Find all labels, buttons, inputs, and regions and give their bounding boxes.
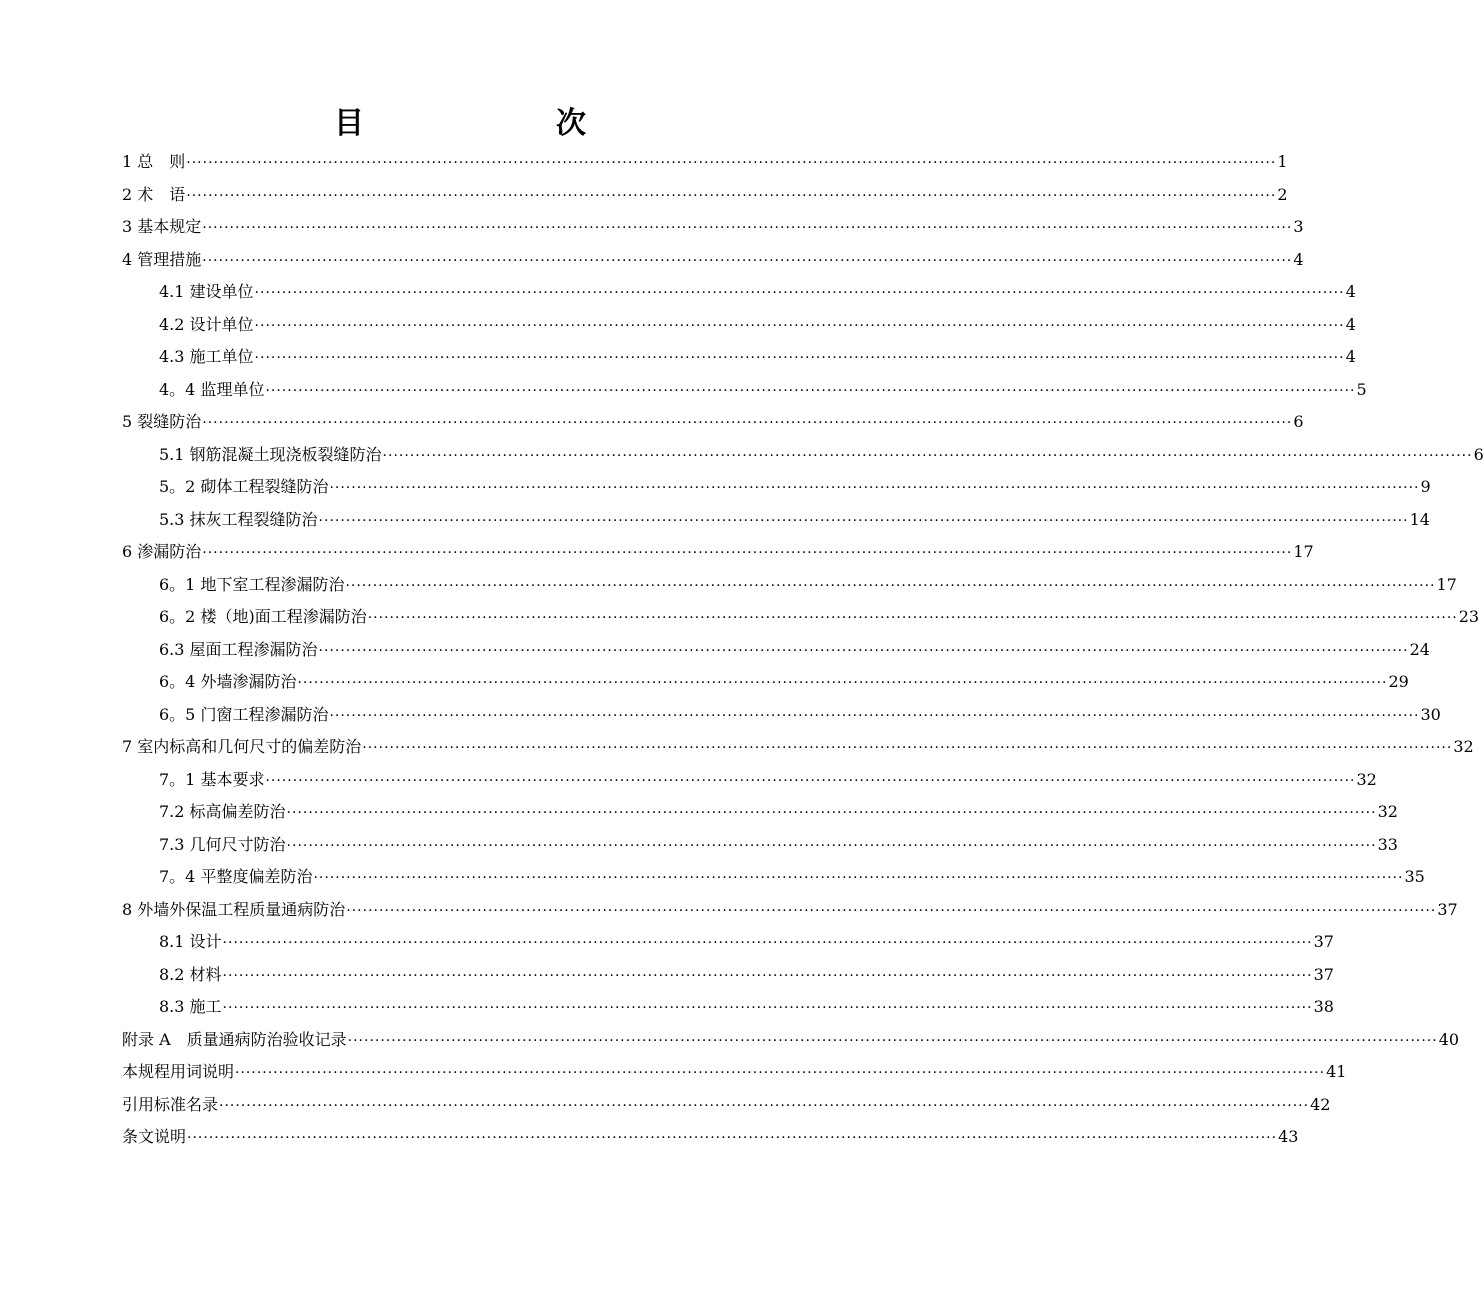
toc-entry-page-number: 32 xyxy=(1453,737,1474,756)
toc-entry-label: 8.1 设计 xyxy=(159,932,222,951)
toc-entry-label: 8 外墙外保温工程质量通病防治 xyxy=(122,899,346,919)
toc-dot-leader: ········································································································································································································ xyxy=(202,415,1293,431)
toc-entry[interactable] xyxy=(122,829,1398,862)
toc-entry-page-number: 43 xyxy=(1278,1127,1299,1146)
toc-entry[interactable] xyxy=(122,211,1304,244)
toc-entry-label: 引用标准名录 xyxy=(122,1094,219,1114)
toc-entry[interactable] xyxy=(122,699,1441,732)
toc-dot-leader: ········································································································································································································ xyxy=(347,1032,1438,1049)
toc-entry-label: 4。4 监理单位 xyxy=(159,379,265,399)
toc-dot-leader: ········································································································································································································ xyxy=(186,187,1277,204)
toc-entry[interactable] xyxy=(122,374,1367,407)
toc-entry[interactable] xyxy=(122,666,1409,699)
toc-entry-label: 1 总 则 xyxy=(122,152,186,171)
toc-dot-leader: ········································································································································································································ xyxy=(235,1065,1326,1081)
toc-entry-page-number: 4 xyxy=(1345,282,1356,301)
toc-entry-label: 3 基本规定 xyxy=(122,217,202,236)
toc-dot-leader: ········································································································································································································ xyxy=(254,285,1345,301)
toc-dot-leader: ········································································································································································································ xyxy=(254,317,1345,334)
toc-dot-leader: ········································································································································································································ xyxy=(286,805,1377,821)
toc-entry-label: 7.2 标高偏差防治 xyxy=(159,802,286,821)
toc-dot-leader: ········································································································································································································ xyxy=(202,252,1293,269)
toc-entry-page-number: 17 xyxy=(1436,574,1457,594)
toc-dot-leader: ········································································································································································································ xyxy=(329,707,1420,724)
toc-entry-page-number: 40 xyxy=(1438,1029,1460,1049)
toc-entry-page-number: 32 xyxy=(1377,802,1398,821)
toc-entry[interactable] xyxy=(122,926,1334,959)
toc-entry[interactable] xyxy=(122,861,1425,894)
toc-dot-leader: ········································································································································································································ xyxy=(265,382,1356,399)
toc-entry[interactable] xyxy=(122,991,1334,1024)
toc-dot-leader: ········································································································································································································ xyxy=(222,1000,1313,1016)
toc-entry-page-number: 5 xyxy=(1356,379,1367,399)
toc-entry-label: 7 室内标高和几何尺寸的偏差防治 xyxy=(122,737,362,756)
toc-entry-page-number: 17 xyxy=(1293,542,1314,561)
toc-dot-leader: ········································································································································································································ xyxy=(286,837,1377,854)
toc-entry-page-number: 42 xyxy=(1310,1094,1331,1114)
toc-entry[interactable] xyxy=(122,536,1314,569)
toc-entry-page-number: 9 xyxy=(1420,477,1431,496)
toc-entry[interactable] xyxy=(122,601,1480,634)
toc-entry[interactable] xyxy=(122,341,1356,374)
toc-entry[interactable] xyxy=(122,406,1304,439)
toc-entry-page-number: 3 xyxy=(1293,217,1304,236)
toc-entry-label: 4.2 设计单位 xyxy=(159,314,254,334)
toc-dot-leader: ········································································································································································································ xyxy=(254,350,1345,366)
toc-entry-label: 7.3 几何尺寸防治 xyxy=(159,834,286,854)
toc-dot-leader: ········································································································································································································ xyxy=(318,512,1409,529)
toc-entry[interactable] xyxy=(122,959,1334,992)
toc-entry-page-number: 30 xyxy=(1420,704,1441,724)
toc-entry[interactable] xyxy=(122,276,1356,309)
toc-dot-leader: ········································································································································································································ xyxy=(219,1097,1310,1114)
toc-entry-label: 8.2 材料 xyxy=(159,964,222,984)
toc-entry[interactable] xyxy=(122,439,1484,472)
toc-entry-page-number: 37 xyxy=(1437,899,1458,919)
page-title: 目 次 xyxy=(334,106,630,141)
toc-dot-leader: ········································································································································································································ xyxy=(297,675,1388,691)
toc-entry-label: 6。5 门窗工程渗漏防治 xyxy=(159,704,329,724)
toc-entry-label: 条文说明 xyxy=(122,1127,187,1146)
toc-entry[interactable] xyxy=(122,146,1288,179)
toc-entry[interactable] xyxy=(122,634,1430,667)
toc-entry[interactable] xyxy=(122,1089,1331,1122)
toc-entry[interactable] xyxy=(122,1121,1299,1154)
toc-entry-label: 2 术 语 xyxy=(122,184,186,204)
toc-entry[interactable] xyxy=(122,471,1431,504)
toc-entry[interactable] xyxy=(122,1024,1460,1057)
toc-entry[interactable] xyxy=(122,796,1398,829)
toc-entry[interactable] xyxy=(122,894,1458,927)
toc-entry[interactable] xyxy=(122,244,1304,277)
toc-entry[interactable] xyxy=(122,179,1288,212)
toc-entry[interactable] xyxy=(122,309,1356,342)
toc-entry[interactable] xyxy=(122,504,1430,537)
toc-dot-leader: ········································································································································································································ xyxy=(346,902,1437,919)
toc-entry-label: 7。1 基本要求 xyxy=(159,769,265,789)
toc-entry-page-number: 6 xyxy=(1473,444,1484,464)
toc-entry[interactable] xyxy=(122,1056,1347,1089)
toc-entry-label: 4.1 建设单位 xyxy=(159,282,254,301)
toc-dot-leader: ········································································································································································································ xyxy=(382,447,1473,464)
toc-entry-label: 本规程用词说明 xyxy=(122,1062,235,1081)
toc-entry-page-number: 41 xyxy=(1326,1062,1347,1081)
table-of-contents xyxy=(122,146,1484,1154)
toc-entry[interactable] xyxy=(122,764,1377,797)
toc-entry-label: 附录 A 质量通病防治验收记录 xyxy=(122,1029,347,1049)
toc-entry-label: 6。4 外墙渗漏防治 xyxy=(159,672,297,691)
toc-dot-leader: ········································································································································································································ xyxy=(362,740,1453,756)
toc-dot-leader: ········································································································································································································ xyxy=(265,772,1356,789)
toc-entry-page-number: 37 xyxy=(1313,964,1334,984)
toc-entry-label: 6.3 屋面工程渗漏防治 xyxy=(159,639,318,659)
toc-entry-page-number: 29 xyxy=(1388,672,1409,691)
toc-entry-label: 4 管理措施 xyxy=(122,249,202,269)
toc-entry-page-number: 33 xyxy=(1377,834,1398,854)
toc-entry[interactable] xyxy=(122,731,1474,764)
toc-dot-leader: ········································································································································································································ xyxy=(187,1130,1278,1146)
toc-entry-page-number: 32 xyxy=(1356,769,1377,789)
toc-entry-label: 6。2 楼（地)面工程渗漏防治 xyxy=(159,607,367,626)
toc-entry-page-number: 24 xyxy=(1409,639,1430,659)
toc-entry-label: 5 裂缝防治 xyxy=(122,412,202,431)
toc-dot-leader: ········································································································································································································ xyxy=(345,577,1436,594)
toc-dot-leader: ········································································································································································································ xyxy=(186,155,1277,171)
toc-entry-page-number: 37 xyxy=(1313,932,1334,951)
toc-entry-page-number: 1 xyxy=(1277,152,1288,171)
toc-entry-page-number: 23 xyxy=(1458,607,1480,626)
toc-entry-page-number: 38 xyxy=(1313,997,1334,1016)
toc-dot-leader: ········································································································································································································ xyxy=(222,967,1313,984)
toc-entry-page-number: 4 xyxy=(1345,347,1356,366)
toc-entry-label: 6。1 地下室工程渗漏防治 xyxy=(159,574,345,594)
toc-entry-page-number: 35 xyxy=(1404,867,1425,886)
toc-entry-label: 8.3 施工 xyxy=(159,997,222,1016)
toc-entry-label: 5。2 砌体工程裂缝防治 xyxy=(159,477,329,496)
toc-entry[interactable] xyxy=(122,569,1457,602)
toc-entry-page-number: 2 xyxy=(1277,184,1288,204)
toc-entry-page-number: 14 xyxy=(1409,509,1430,529)
toc-entry-label: 5.3 抹灰工程裂缝防治 xyxy=(159,509,318,529)
toc-dot-leader: ········································································································································································································ xyxy=(329,480,1420,496)
toc-dot-leader: ········································································································································································································ xyxy=(318,642,1409,659)
toc-dot-leader: ········································································································································································································ xyxy=(367,610,1458,626)
toc-entry-label: 4.3 施工单位 xyxy=(159,347,254,366)
toc-entry-page-number: 6 xyxy=(1293,412,1304,431)
toc-entry-page-number: 4 xyxy=(1293,249,1304,269)
toc-dot-leader: ········································································································································································································ xyxy=(222,935,1313,951)
toc-entry-label: 7。4 平整度偏差防治 xyxy=(159,867,313,886)
toc-dot-leader: ········································································································································································································ xyxy=(202,220,1293,236)
toc-dot-leader: ········································································································································································································ xyxy=(313,870,1404,886)
toc-dot-leader: ········································································································································································································ xyxy=(202,545,1293,561)
toc-entry-label: 5.1 钢筋混凝土现浇板裂缝防治 xyxy=(159,444,382,464)
toc-entry-label: 6 渗漏防治 xyxy=(122,542,202,561)
toc-entry-page-number: 4 xyxy=(1345,314,1356,334)
